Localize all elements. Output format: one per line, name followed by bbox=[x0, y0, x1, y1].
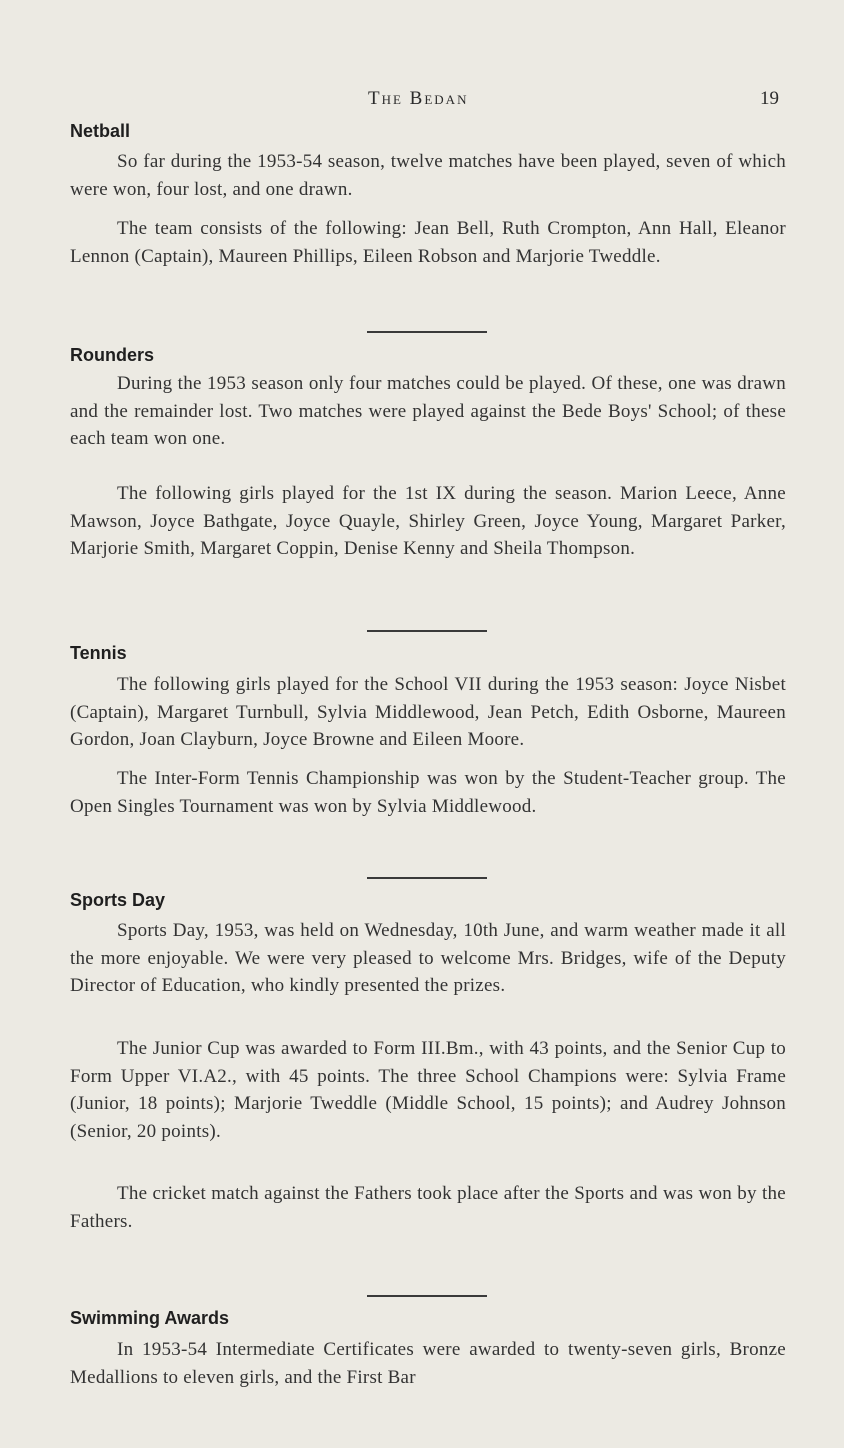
section-heading-netball: Netball bbox=[70, 121, 131, 141]
tennis-paragraph-2: The Inter-Form Tennis Championship was won by the Student-Teacher group. The Open Singles Tournament was won by Sylvia Middlewood. bbox=[70, 768, 786, 817]
section-divider bbox=[367, 630, 487, 632]
section-heading-swimming-awards: Swimming Awards bbox=[70, 1308, 230, 1328]
sports-day-paragraph-1: Sports Day, 1953, was held on Wednesday, 10th June, and warm weather made it all the more enjoyable. We were very pleased to welcome Mrs. Bridges, wife of the Deputy Director of Education, who kindly presented the prizes. bbox=[70, 920, 786, 997]
section-divider bbox=[367, 877, 487, 879]
section-heading-sports-day: Sports Day bbox=[70, 890, 166, 910]
section-divider bbox=[367, 331, 487, 333]
rounders-paragraph-1: During the 1953 season only four matches could be played. Of these, one was drawn and the remainder lost. Two matches were played against the Bede Boys' School; of these each team won one. bbox=[70, 373, 786, 450]
section-divider bbox=[367, 1295, 487, 1297]
sports-day-paragraph-3: The cricket match against the Fathers took place after the Sports and was won by the Fathers. bbox=[70, 1183, 786, 1232]
running-head bbox=[0, 88, 844, 118]
rounders-paragraph-2: The following girls played for the 1st IX during the season. Marion Leece, Anne Mawson, Joyce Bathgate, Joyce Quayle, Shirley Green, Joyce Young, Margaret Parker, Marjorie Smith, Margaret Coppin, Denise Kenny and Sheila Thompson. bbox=[70, 483, 786, 560]
netball-paragraph-1: So far during the 1953-54 season, twelve matches have been played, seven of which were won, four lost, and one drawn. bbox=[70, 151, 786, 200]
section-heading-tennis: Tennis bbox=[70, 643, 127, 663]
tennis-paragraph-1: The following girls played for the School VII during the 1953 season: Joyce Nisbet (Captain), Margaret Turnbull, Sylvia Middlewood, Jean Petch, Edith Osborne, Maureen Gordon, Joan Clayburn, Joyce Browne and Eileen Moore. bbox=[70, 674, 786, 751]
section-heading-rounders: Rounders bbox=[70, 345, 155, 365]
running-title: The Bedan bbox=[368, 88, 469, 109]
netball-paragraph-2: The team consists of the following: Jean Bell, Ruth Crompton, Ann Hall, Eleanor Lennon (Captain), Maureen Phillips, Eileen Robson and Marjorie Tweddle. bbox=[70, 218, 786, 267]
page-number: 19 bbox=[760, 88, 779, 109]
swimming-awards-paragraph-1: In 1953-54 Intermediate Certificates were awarded to twenty-seven girls, Bronze Medallions to eleven girls, and the First Bar bbox=[70, 1339, 786, 1388]
sports-day-paragraph-2: The Junior Cup was awarded to Form III.Bm., with 43 points, and the Senior Cup to Form Upper VI.A2., with 45 points. The three School Champions were: Sylvia Frame (Junior, 18 points); Marjorie Tweddle (Middle School, 15 points); and Audrey Johnson (Senior, 20 points). bbox=[70, 1038, 786, 1142]
